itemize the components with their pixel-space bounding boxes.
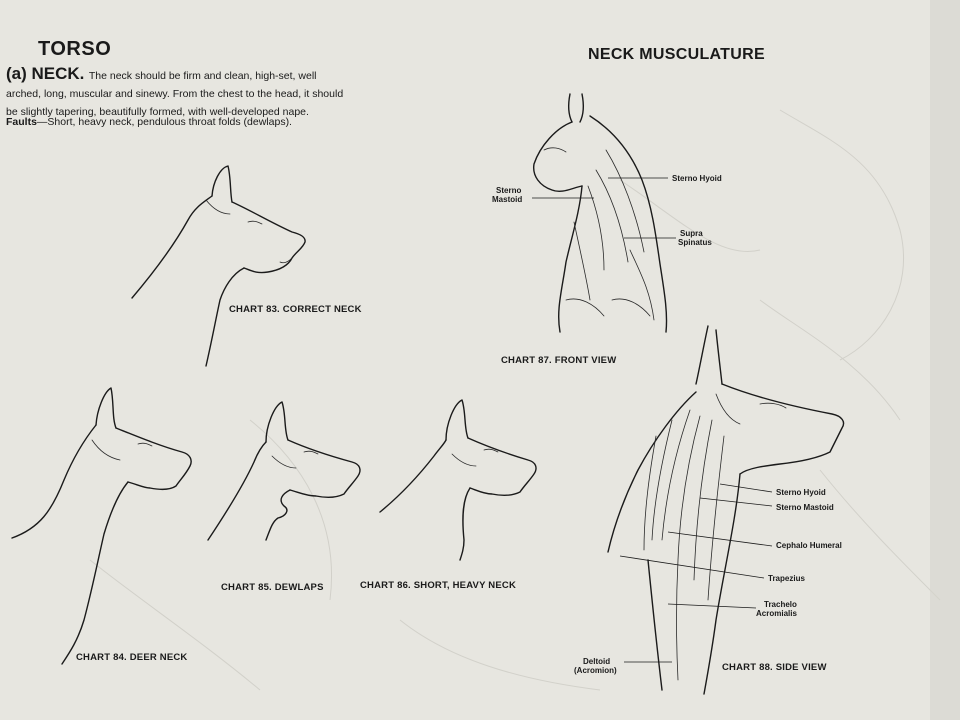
caption-chart-84: CHART 84. DEER NECK	[76, 652, 188, 663]
caption-chart-88: CHART 88. SIDE VIEW	[722, 662, 827, 673]
label-front-mastoid: Mastoid	[492, 195, 523, 204]
neck-description: The neck should be firm and clean, high-set, well arched, long, muscular and sinewy. From the chest to the head, it should be slightly tapering, beautifully formed, with well-developed nape.	[6, 70, 344, 118]
section-title: TORSO	[38, 38, 112, 60]
faults-label: Faults	[6, 116, 37, 128]
label-side-cephalo-humeral: Cephalo Humeral	[776, 541, 842, 550]
caption-chart-83: CHART 83. CORRECT NECK	[229, 304, 362, 315]
musculature-title: NECK MUSCULATURE	[588, 46, 765, 63]
label-side-trapezius: Trapezius	[768, 574, 805, 583]
label-side-acromialis: Acromialis	[756, 609, 797, 618]
dog-head-correct-neck	[132, 166, 305, 366]
faults-text: —Short, heavy neck, pendulous throat folds (dewlaps).	[36, 116, 292, 128]
dog-head-dewlaps	[208, 402, 360, 540]
neck-heading: (a) NECK.	[6, 64, 85, 83]
label-side-acromion: (Acromion)	[574, 666, 617, 675]
caption-chart-86: CHART 86. SHORT, HEAVY NECK	[360, 580, 517, 591]
dog-front-view-musculature	[534, 94, 667, 332]
label-side-trachelo: Trachelo	[764, 600, 797, 609]
caption-chart-87: CHART 87. FRONT VIEW	[501, 355, 617, 366]
leader-side-sterno-hyoid	[720, 484, 772, 492]
label-front-sterno-hyoid: Sterno Hyoid	[672, 174, 722, 183]
label-front-sterno: Sterno	[496, 186, 522, 195]
leader-side-trachelo-acromialis	[668, 604, 756, 608]
label-side-deltoid: Deltoid	[583, 657, 611, 666]
dog-head-short-heavy-neck	[380, 400, 536, 560]
leader-side-trapezius	[620, 556, 764, 578]
dog-head-deer-neck	[12, 388, 191, 664]
label-front-spinatus: Spinatus	[678, 238, 712, 247]
label-side-sterno-hyoid: Sterno Hyoid	[776, 488, 826, 497]
caption-chart-85: CHART 85. DEWLAPS	[221, 582, 324, 593]
leader-side-cephalo-humeral	[668, 532, 772, 546]
label-front-supra: Supra	[680, 229, 703, 238]
label-side-sterno-mastoid: Sterno Mastoid	[776, 503, 834, 512]
